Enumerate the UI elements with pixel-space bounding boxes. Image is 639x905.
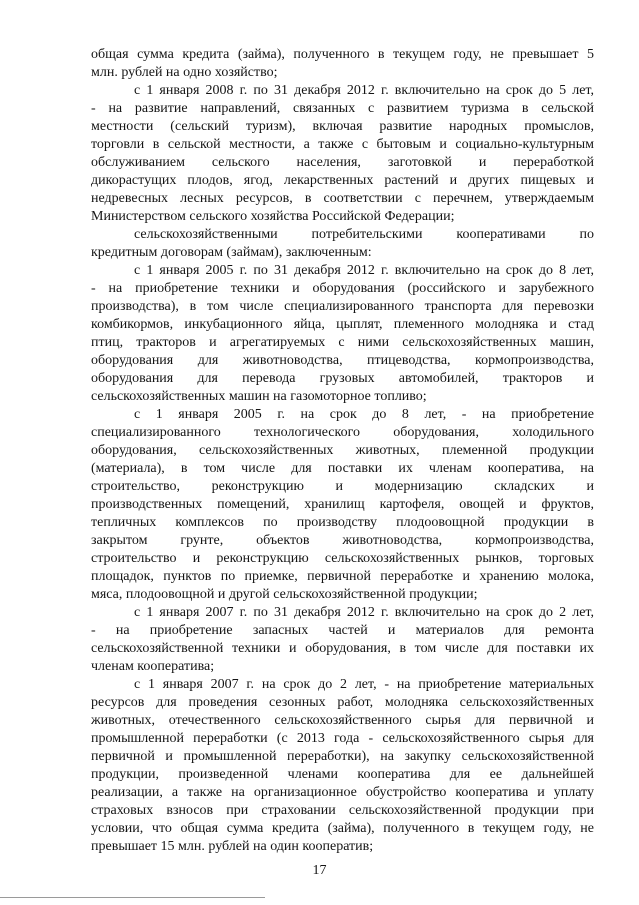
- text-line: дикорастущих плодов, ягод, лекарственных растений и других пищевых и: [91, 173, 594, 188]
- text-line: промышленной переработки (с 2013 года - сельскохозяйственного сырья для: [91, 731, 594, 746]
- text-line: оборудования, сельскохозяйственных животных, племенной продукции: [91, 443, 594, 458]
- page-number: 17: [312, 863, 327, 878]
- text-line: кредитным договорам (займам), заключенным:: [91, 245, 372, 260]
- text-line: строительство, реконструкцию и модернизацию складских и: [91, 479, 594, 494]
- text-line: обслуживанием сельского населения, заготовкой и переработкой: [91, 155, 594, 170]
- text-line: - на развитие направлений, связанных с развитием туризма в сельской: [91, 101, 594, 116]
- text-line: площадок, пунктов по приемке, первичной переработке и хранению молока,: [91, 569, 594, 584]
- text-line: общая сумма кредита (займа), полученного в текущем году, не превышает 5: [91, 47, 594, 62]
- text-line: сельскохозяйственной техники и оборудования, в том числе для поставки их: [91, 641, 594, 656]
- text-line: недревесных лесных ресурсов, в соответствии с перечнем, утверждаемым: [91, 191, 594, 206]
- text-line: реализации, а также на организационное обустройство кооператива и уплату: [91, 785, 594, 800]
- text-line: страховых взносов при страховании сельскохозяйственной продукции при: [91, 803, 594, 818]
- text-line: строительство и реконструкцию сельскохозяйственных рынков, торговых: [91, 551, 594, 566]
- text-line: закрытом грунте, объектов животноводства, кормопроизводства,: [91, 533, 594, 548]
- text-line: ресурсов для проведения сезонных работ, молодняка сельскохозяйственных: [91, 695, 594, 710]
- text-line: животных, отечественного сельскохозяйственного сырья для первичной и: [91, 713, 594, 728]
- text-line: оборудования для животноводства, птицеводства, кормопроизводства,: [91, 353, 594, 368]
- text-line: - на приобретение техники и оборудования (российского и зарубежного: [91, 281, 594, 296]
- text-line: условии, что общая сумма кредита (займа), полученного в текущем году, не: [91, 821, 594, 836]
- text-line: с 1 января 2005 г. по 31 декабря 2012 г. включительно на срок до 8 лет,: [134, 263, 594, 278]
- text-line: тепличных комплексов по производству плодоовощной продукции в: [91, 515, 594, 530]
- text-line: птиц, тракторов и агрегатируемых с ними сельскохозяйственных машин,: [91, 335, 594, 350]
- text-line: комбикормов, инкубационного яйца, цыплят, племенного молодняка и стад: [91, 317, 594, 332]
- text-line: первичной и промышленной переработки), на закупку сельскохозяйственной: [91, 749, 594, 764]
- text-line: производства), в том числе специализированного транспорта для перевозки: [91, 299, 594, 314]
- text-line: с 1 января 2005 г. на срок до 8 лет, - на приобретение: [134, 407, 594, 422]
- footnote-separator: [0, 897, 265, 898]
- text-line: торговли в сельской местности, а также с бытовым и социально-культурным: [91, 137, 594, 152]
- text-line: с 1 января 2007 г. на срок до 2 лет, - на приобретение материальных: [134, 677, 594, 692]
- text-line: членам кооператива;: [91, 659, 215, 674]
- text-line: производственных помещений, хранилищ картофеля, овощей и фруктов,: [91, 497, 594, 512]
- text-line: сельскохозяйственными потребительскими кооперативами по: [134, 227, 594, 242]
- text-line: млн. рублей на одно хозяйство;: [91, 65, 278, 80]
- text-line: продукции, произведенной членами кооператива для ее дальнейшей: [91, 767, 594, 782]
- text-line: с 1 января 2008 г. по 31 декабря 2012 г. включительно на срок до 5 лет,: [134, 83, 594, 98]
- text-line: специализированного технологического оборудования, холодильного: [91, 425, 594, 440]
- text-line: местности (сельский туризм), включая развитие народных промыслов,: [91, 119, 594, 134]
- text-line: превышает 15 млн. рублей на один кооператив;: [91, 839, 374, 854]
- text-line: мяса, плодоовощной и другой сельскохозяйственной продукции;: [91, 587, 478, 602]
- text-line: (материала), в том числе для поставки их членам кооператива, на: [91, 461, 594, 476]
- text-line: - на приобретение запасных частей и материалов для ремонта: [91, 623, 594, 638]
- text-line: с 1 января 2007 г. по 31 декабря 2012 г. включительно на срок до 2 лет,: [134, 605, 594, 620]
- text-line: оборудования для перевода грузовых автомобилей, тракторов и: [91, 371, 594, 386]
- text-line: сельскохозяйственных машин на газомоторное топливо;: [91, 389, 427, 404]
- text-line: Министерством сельского хозяйства Российской Федерации;: [91, 209, 455, 224]
